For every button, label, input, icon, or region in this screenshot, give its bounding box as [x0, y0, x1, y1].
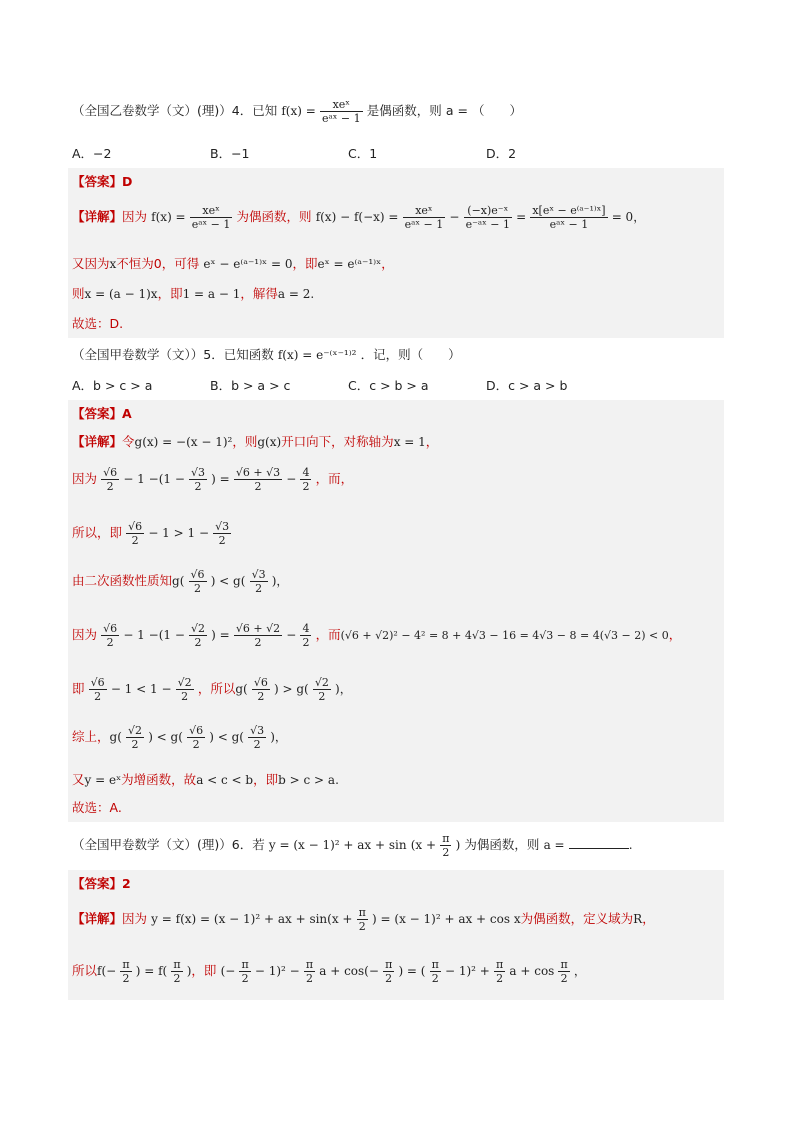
q4-prefix: （全国乙卷数学（文）(理)）4．已知: [72, 103, 278, 118]
q5-detail-line-8: 又y = eˣ为增函数，故a < c < b，即b > c > a.: [72, 772, 339, 787]
q4-detail-line-3: 则x = (a − 1)x，即1 = a − 1，解得a = 2.: [72, 286, 315, 301]
q5-answer-value: A: [122, 406, 132, 421]
q4-fraction: $\frac{\text{xeˣ}}{\text{eᵃˣ − 1}}$: [321, 98, 361, 125]
q4-tail: a = （ ）: [445, 103, 522, 118]
q6-answer: 【答案】2: [72, 876, 131, 891]
q6-detail-line-1: 【详解】因为 y = f(x) = (x − 1)² + ax + sin(x + $\frac{\pi}{2}$ ) = (x − 1)² + ax + cos x为偶函数，定义域为R，: [72, 906, 655, 933]
q4-answer-value: D: [122, 174, 133, 189]
q4-suffix: 是偶函数，则: [366, 103, 442, 118]
q5-option-d[interactable]: D．c > a > b: [486, 378, 568, 393]
q5-function: f(x) = e⁻⁽ˣ⁻¹⁾²: [277, 348, 357, 362]
q6-detail-line-2: 所以f(− $\frac{\pi}{2}$ ) = f( $\frac{\pi}{2}$ )，即 (− $\frac{\pi}{2}$ − 1)² − $\frac{\pi}{2}$ a + cos(− $\frac{\pi}{2}$ ) = ( $\frac{\pi}{2}$ − 1)² + $\frac{\pi}{2}$ a + cos $\frac{\pi}{2}$ ，: [72, 958, 586, 985]
q5-choose: 故选：A.: [72, 800, 122, 815]
q5-detail-line-7: 综上，g( $\frac{√2}{2}$ ) < g( $\frac{√6}{2}$ ) < g( $\frac{√3}{2}$ )，: [72, 724, 287, 751]
q4-answer: 【答案】D: [72, 174, 133, 189]
q5-option-b[interactable]: B．b > a > c: [210, 378, 291, 393]
q5-detail-line-2: 因为 $\frac{√6}{2}$ − 1 −(1 − $\frac{√3}{2}$ ) = $\frac{√6 + √3}{2}$ − $\frac{4}{2}$ ，而，: [72, 466, 354, 493]
q4-choose: 故选：D.: [72, 316, 124, 331]
q4-option-b[interactable]: B．−1: [210, 146, 250, 161]
q5-detail-line-5: 因为 $\frac{√6}{2}$ − 1 −(1 − $\frac{√2}{2}$ ) = $\frac{√6 + √2}{2}$ − $\frac{4}{2}$ ，而(√6 + √2)² − 4² = 8 + 4√3 − 16 = 4√3 − 8 = 4(√3 − 2) < 0，: [72, 622, 682, 649]
q4-fx: f(x) =: [281, 104, 316, 118]
q4-option-a[interactable]: A．−2: [72, 146, 112, 161]
q4-stem: [72, 98, 722, 125]
q6-answer-blank[interactable]: [569, 848, 629, 849]
q5-answer-block: [68, 400, 724, 822]
q5-detail-line-4: 由二次函数性质知g( $\frac{√6}{2}$ ) < g( $\frac{√3}{2}$ )，: [72, 568, 289, 595]
q4-detail-line-1: 【详解】因为 f(x) = $\frac{\text{xeˣ}}{\text{eᵃˣ − 1}}$ 为偶函数，则 f(x) − f(−x) = $\frac{\text{xeˣ}}{\text{eᵃˣ − 1}}$ − $\frac{\text{(−x)e⁻ˣ}}{\text{e⁻ᵃˣ − 1}}$ = $\frac{\text{x[eˣ − e⁽ᵃ⁻¹⁾ˣ]}}{\text{eᵃˣ − 1}}$ = 0，: [72, 204, 646, 231]
q6-stem: （全国甲卷数学（文）(理)）6．若 y = (x − 1)² + ax + sin (x + $\frac{\pi}{2}$ ) 为偶函数，则 a = .: [72, 832, 633, 859]
q6-answer-value: 2: [122, 876, 131, 891]
q4-option-d[interactable]: D．2: [486, 146, 517, 161]
q4-answer-block: [68, 168, 724, 338]
q4-options: [72, 144, 722, 160]
q5-option-a[interactable]: A．b > c > a: [72, 378, 153, 393]
q5-detail-line-1: 【详解】令g(x) = −(x − 1)²，则g(x)开口向下，对称轴为x = 1，: [72, 434, 439, 449]
q5-detail-line-6: 即 $\frac{√6}{2}$ − 1 < 1 − $\frac{√2}{2}$ ，所以g( $\frac{√6}{2}$ ) > g( $\frac{√2}{2}$ )，: [72, 676, 352, 703]
q4-option-c[interactable]: C．1: [348, 146, 378, 161]
q5-stem: （全国甲卷数学（文））5．已知函数 f(x) = e⁻⁽ˣ⁻¹⁾² ．记，则（ ）: [72, 347, 461, 362]
q5-option-c[interactable]: C．c > b > a: [348, 378, 429, 393]
q5-options: [72, 376, 722, 392]
q5-detail-line-3: 所以，即 $\frac{√6}{2}$ − 1 > 1 − $\frac{√3}{2}$: [72, 520, 230, 547]
q5-answer: 【答案】A: [72, 406, 132, 421]
q4-detail-line-2: 又因为x不恒为0，可得 eˣ − e⁽ᵃ⁻¹⁾ˣ = 0，即eˣ = e⁽ᵃ⁻¹⁾ˣ，: [72, 256, 394, 271]
